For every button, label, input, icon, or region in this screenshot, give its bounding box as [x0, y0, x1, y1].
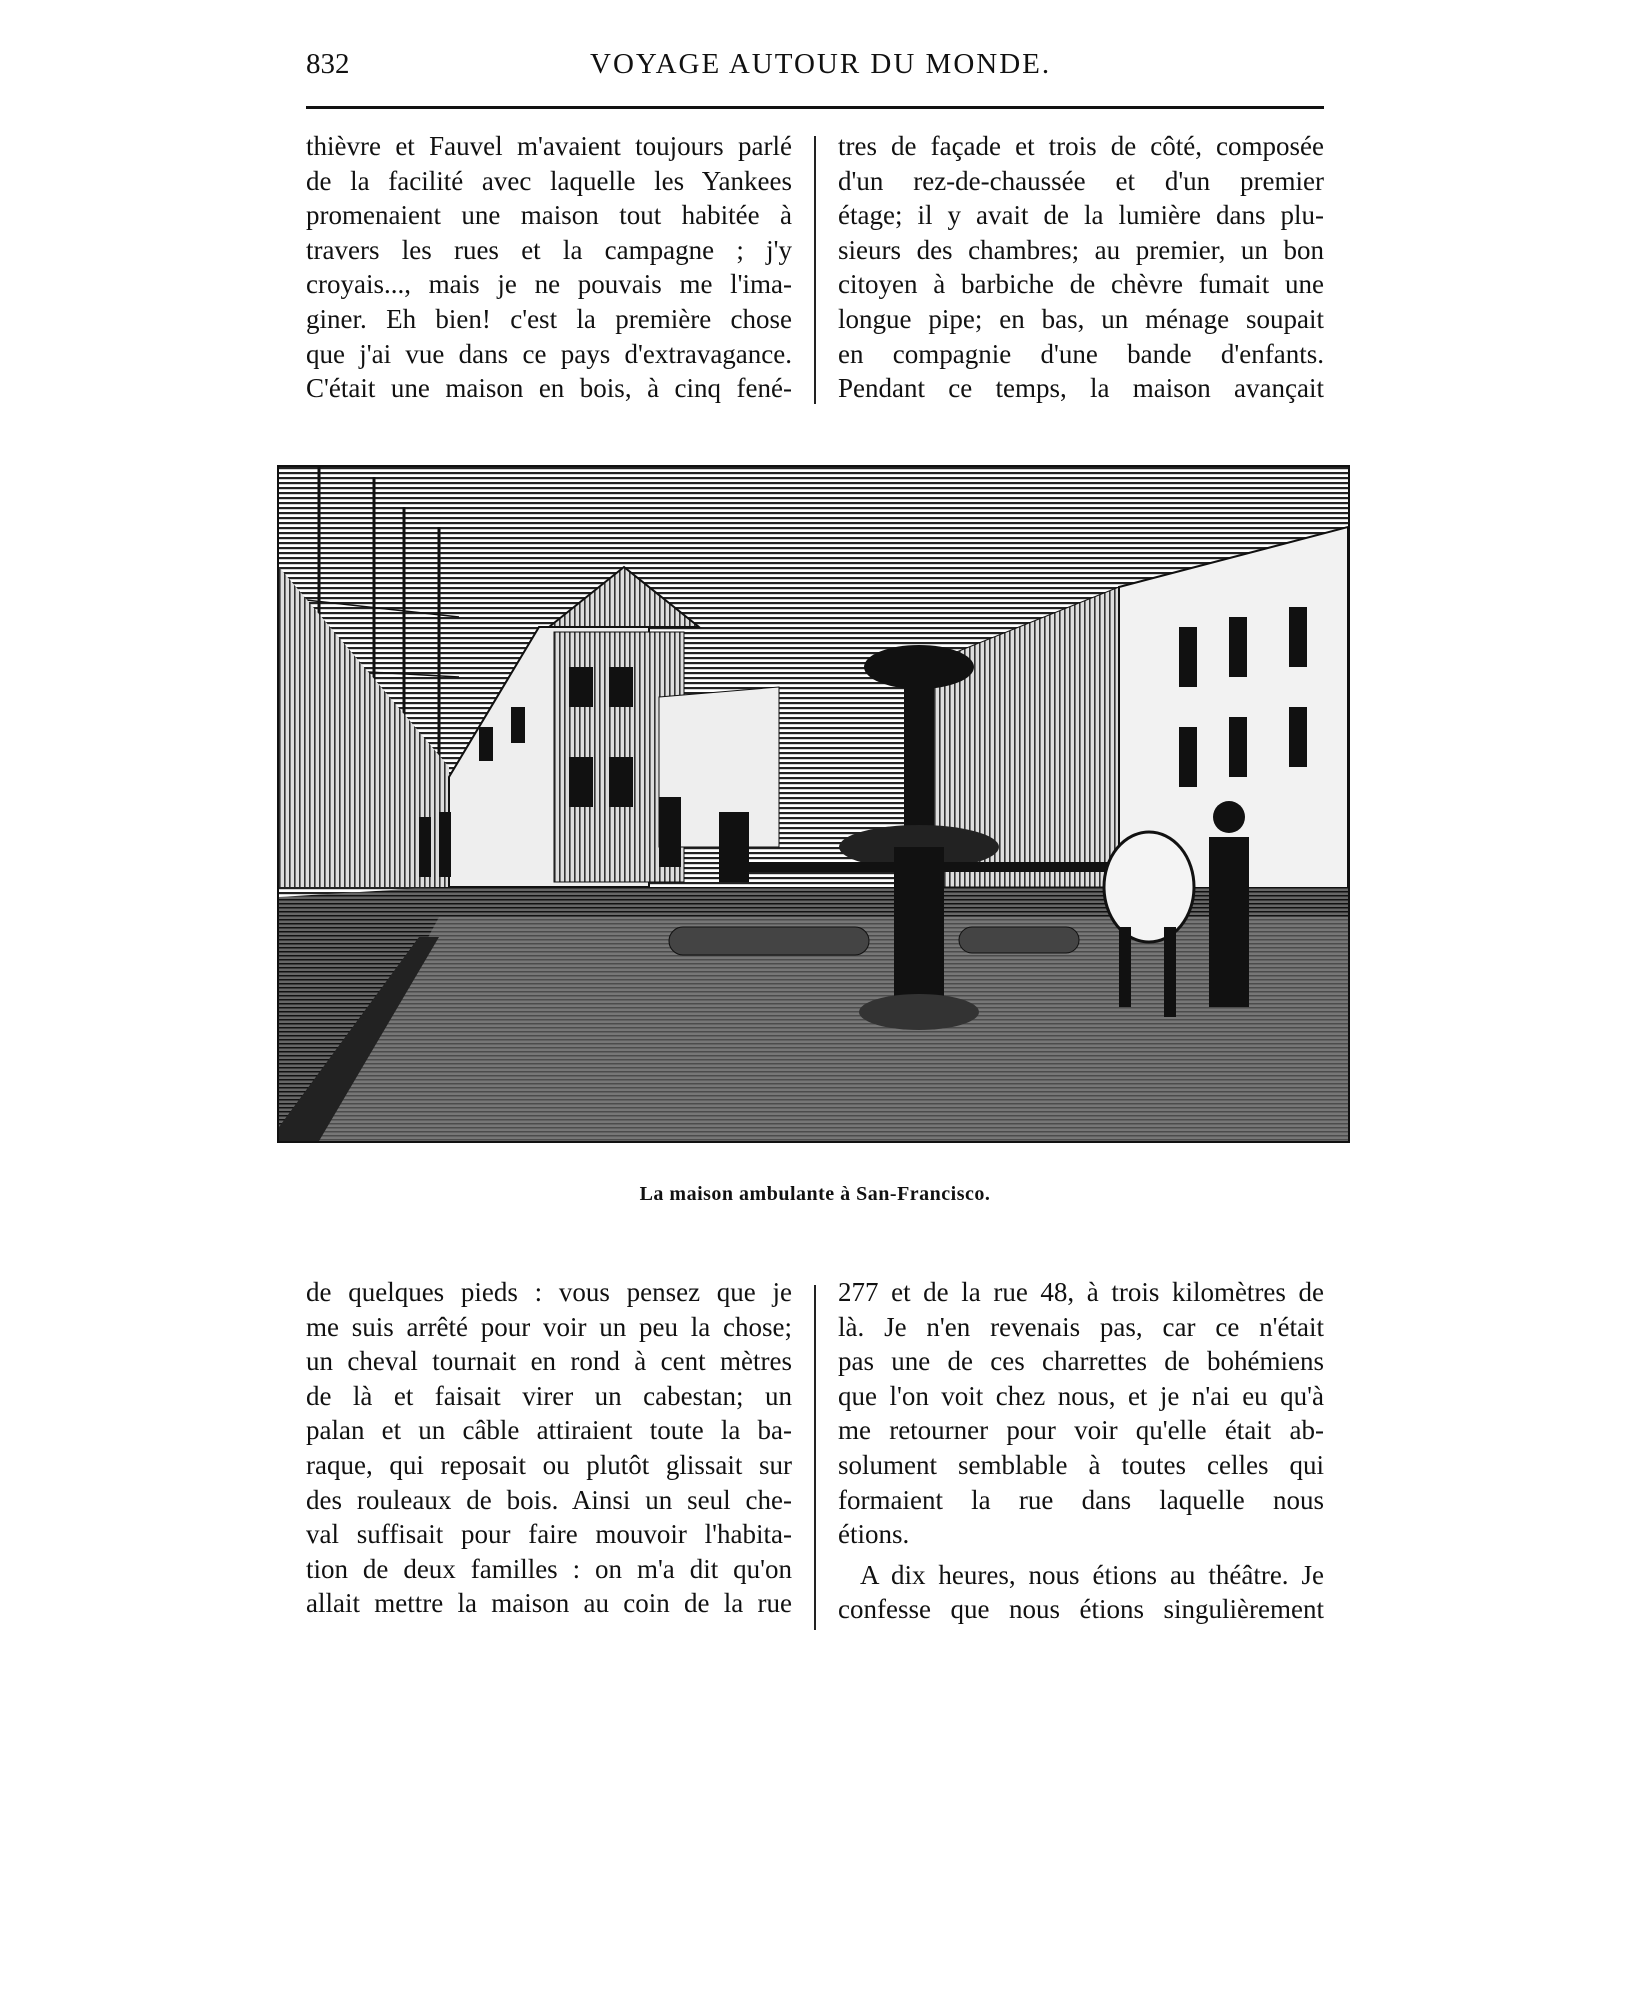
text-line: de la facilité avec laquelle les Yankees	[306, 165, 792, 196]
street-scene-engraving	[279, 467, 1348, 1141]
text-line: formaient la rue dans laquelle nous	[838, 1484, 1324, 1515]
text-line: allait mettre la maison au coin de la rue	[306, 1588, 792, 1619]
text-line: là. Je n'en revenais pas, car ce n'était	[838, 1311, 1324, 1342]
text-line: citoyen à barbiche de chèvre fumait une	[838, 269, 1324, 300]
text-line: giner. Eh bien! c'est la première chose	[306, 303, 792, 334]
column-separator	[814, 136, 816, 404]
bottom-right-column	[838, 1275, 1324, 1627]
running-title: VOYAGE AUTOUR DU MONDE.	[590, 48, 1052, 80]
text-line: confesse que nous étions singulièrement	[838, 1594, 1324, 1625]
figure-caption: La maison ambulante à San-Francisco.	[639, 1183, 991, 1205]
text-line: que j'ai vue dans ce pays d'extravagance.	[306, 338, 792, 369]
text-line: tres de façade et trois de côté, composée	[838, 131, 1324, 161]
text-line: raque, qui reposait ou plutôt glissait sur	[306, 1449, 792, 1480]
text-line: solument semblable à toutes celles qui	[838, 1449, 1324, 1480]
header-rule	[306, 106, 1324, 109]
text-line: palan et un câble attiraient toute la ba-	[306, 1415, 792, 1446]
engraving-illustration	[277, 465, 1350, 1143]
text-line: des rouleaux de bois. Ainsi un seul che-	[306, 1484, 792, 1515]
text-line: A dix heures, nous étions au théâtre. Je	[860, 1559, 1324, 1590]
text-line: de là et faisait virer un cabestan; un	[306, 1380, 792, 1411]
text-line: sieurs des chambres; au premier, un bon	[838, 234, 1324, 265]
top-right-column	[838, 129, 1324, 406]
text-line: d'un rez-de-chaussée et d'un premier	[838, 165, 1324, 196]
text-line: longue pipe; en bas, un ménage soupait	[838, 303, 1324, 334]
text-line: 277 et de la rue 48, à trois kilomètres de	[838, 1277, 1324, 1307]
text-line: que l'on voit chez nous, et je n'ai eu qu'à	[838, 1380, 1324, 1411]
column-separator	[814, 1285, 816, 1630]
text-line: promenaient une maison tout habitée à	[306, 200, 792, 231]
text-line: val suffisait pour faire mouvoir l'habita-	[306, 1519, 792, 1550]
text-line: C'était une maison en bois, à cinq fené-	[306, 373, 792, 404]
bottom-left-column	[306, 1275, 792, 1621]
text-line: thièvre et Fauvel m'avaient toujours parlé	[306, 131, 792, 161]
text-line: étage; il y avait de la lumière dans plu-	[838, 200, 1324, 231]
text-line: en compagnie d'une bande d'enfants.	[838, 338, 1324, 369]
page-number: 832	[306, 48, 350, 80]
text-line: me retourner pour voir qu'elle était ab-	[838, 1415, 1324, 1446]
text-line: croyais..., mais je ne pouvais me l'ima-	[306, 269, 792, 300]
text-line: me suis arrêté pour voir un peu la chose;	[306, 1311, 792, 1342]
text-line: un cheval tournait en rond à cent mètres	[306, 1346, 792, 1377]
text-line: tion de deux familles : on m'a dit qu'on	[306, 1553, 792, 1584]
top-left-column	[306, 129, 792, 406]
text-line: pas une de ces charrettes de bohémiens	[838, 1346, 1324, 1377]
text-line: étions.	[838, 1519, 910, 1550]
text-line: travers les rues et la campagne ; j'y	[306, 234, 792, 265]
text-line: de quelques pieds : vous pensez que je	[306, 1277, 792, 1307]
text-line: Pendant ce temps, la maison avançait	[838, 373, 1324, 404]
